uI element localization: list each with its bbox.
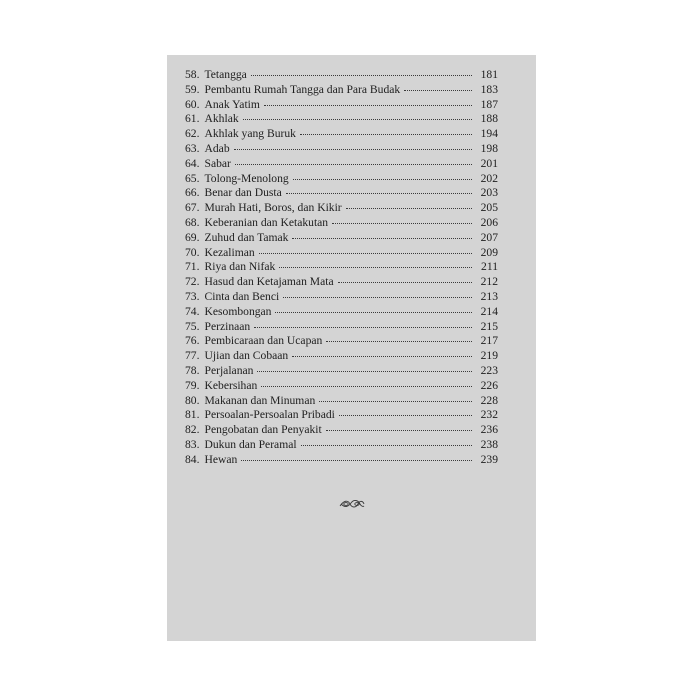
chapter-number: 76.: [185, 334, 200, 348]
page-number: 219: [480, 349, 498, 363]
toc-entry: [185, 305, 498, 320]
chapter-number: 78.: [185, 363, 200, 377]
chapter-number: 77.: [185, 349, 200, 363]
chapter-title: Persoalan-Persoalan Pribadi: [204, 408, 335, 422]
chapter-title: Kebersihan: [204, 378, 258, 392]
chapter-title: Pembantu Rumah Tangga dan Para Budak: [204, 82, 401, 96]
page-number: 207: [480, 230, 498, 244]
chapter-number: 70.: [185, 245, 200, 259]
page-number: 215: [480, 319, 498, 333]
toc-entry: [185, 157, 498, 172]
chapter-number: 84.: [185, 452, 200, 466]
chapter-number: 75.: [185, 319, 200, 333]
page-number: 217: [480, 334, 498, 348]
toc-entry: [185, 186, 498, 201]
toc-entry: [185, 68, 498, 83]
table-of-contents: [185, 68, 498, 468]
dot-leader: [251, 75, 472, 76]
chapter-number: 67.: [185, 201, 200, 215]
toc-entry: [185, 364, 498, 379]
page-number: 232: [480, 408, 498, 422]
chapter-title: Perjalanan: [204, 363, 254, 377]
dot-leader: [346, 208, 472, 209]
chapter-title: Pengobatan dan Penyakit: [204, 423, 322, 437]
chapter-title: Riya dan Nifak: [204, 260, 276, 274]
chapter-number: 69.: [185, 230, 200, 244]
page-number: 183: [480, 82, 498, 96]
toc-entry: [185, 260, 498, 275]
page-number: 239: [480, 452, 498, 466]
toc-entry: [185, 394, 498, 409]
toc-entry: [185, 453, 498, 468]
chapter-number: 72.: [185, 275, 200, 289]
dot-leader: [404, 90, 472, 91]
page-number: 223: [480, 363, 498, 377]
chapter-title: Hewan: [204, 452, 238, 466]
page-number: 194: [480, 127, 498, 141]
chapter-title: Murah Hati, Boros, dan Kikir: [204, 201, 342, 215]
chapter-number: 71.: [185, 260, 200, 274]
chapter-title: Keberanian dan Ketakutan: [204, 215, 329, 229]
chapter-number: 58.: [185, 68, 200, 81]
chapter-title: Ujian dan Cobaan: [204, 349, 289, 363]
chapter-number: 59.: [185, 82, 200, 96]
page-number: 181: [480, 68, 498, 81]
chapter-title: Kesombongan: [204, 304, 272, 318]
page-number: 202: [480, 171, 498, 185]
page-number: 213: [480, 289, 498, 303]
dot-leader: [339, 415, 472, 416]
toc-entry: [185, 127, 498, 142]
chapter-number: 68.: [185, 215, 200, 229]
flourish-ornament-icon: [339, 497, 365, 515]
dot-leader: [259, 253, 472, 254]
toc-entry: [185, 201, 498, 216]
dot-leader: [301, 445, 472, 446]
page-number: 205: [480, 201, 498, 215]
toc-entry: [185, 290, 498, 305]
page-number: 236: [480, 423, 498, 437]
dot-leader: [234, 149, 472, 150]
page-number: 209: [480, 245, 498, 259]
toc-entry: [185, 408, 498, 423]
toc-entry: [185, 246, 498, 261]
dot-leader: [264, 105, 472, 106]
toc-entry: [185, 172, 498, 187]
toc-entry: [185, 349, 498, 364]
dot-leader: [319, 401, 472, 402]
dot-leader: [293, 179, 472, 180]
page-number: 212: [480, 275, 498, 289]
chapter-title: Tetangga: [204, 68, 247, 81]
dot-leader: [257, 371, 472, 372]
chapter-number: 83.: [185, 437, 200, 451]
chapter-title: Makanan dan Minuman: [204, 393, 316, 407]
dot-leader: [332, 223, 472, 224]
chapter-number: 79.: [185, 378, 200, 392]
chapter-number: 82.: [185, 423, 200, 437]
chapter-number: 74.: [185, 304, 200, 318]
chapter-title: Tolong-Menolong: [204, 171, 289, 185]
chapter-number: 64.: [185, 156, 200, 170]
chapter-title: Pembicaraan dan Ucapan: [204, 334, 323, 348]
toc-entry: [185, 112, 498, 127]
chapter-title: Sabar: [204, 156, 231, 170]
chapter-number: 62.: [185, 127, 200, 141]
dot-leader: [261, 386, 472, 387]
dot-leader: [254, 327, 472, 328]
dot-leader: [326, 341, 472, 342]
dot-leader: [300, 134, 472, 135]
dot-leader: [338, 282, 472, 283]
toc-entry: [185, 275, 498, 290]
page-number: 198: [480, 141, 498, 155]
page-number: 203: [480, 186, 498, 200]
toc-entry: [185, 98, 498, 113]
toc-entry: [185, 320, 498, 335]
page-number: 206: [480, 215, 498, 229]
chapter-number: 81.: [185, 408, 200, 422]
chapter-title: Akhlak yang Buruk: [204, 127, 296, 141]
chapter-title: Zuhud dan Tamak: [204, 230, 289, 244]
toc-entry: [185, 423, 498, 438]
toc-entry: [185, 438, 498, 453]
dot-leader: [283, 297, 472, 298]
page-number: 238: [480, 437, 498, 451]
dot-leader: [286, 193, 472, 194]
dot-leader: [241, 460, 472, 461]
page-number: 211: [481, 260, 498, 274]
page-number: 226: [480, 378, 498, 392]
toc-entry: [185, 231, 498, 246]
chapter-title: Cinta dan Benci: [204, 289, 280, 303]
chapter-title: Benar dan Dusta: [204, 186, 282, 200]
dot-leader: [292, 238, 472, 239]
chapter-title: Hasud dan Ketajaman Mata: [204, 275, 334, 289]
chapter-title: Akhlak: [204, 112, 239, 126]
dot-leader: [243, 119, 472, 120]
chapter-title: Adab: [204, 141, 230, 155]
book-page: [167, 55, 536, 641]
toc-entry: [185, 142, 498, 157]
chapter-title: Anak Yatim: [204, 97, 260, 111]
page-number: 188: [480, 112, 498, 126]
chapter-title: Kezaliman: [204, 245, 255, 259]
page-number: 187: [480, 97, 498, 111]
chapter-number: 63.: [185, 141, 200, 155]
chapter-number: 65.: [185, 171, 200, 185]
dot-leader: [292, 356, 472, 357]
page-number: 214: [480, 304, 498, 318]
page-number: 228: [480, 393, 498, 407]
dot-leader: [326, 430, 472, 431]
chapter-number: 66.: [185, 186, 200, 200]
toc-entry: [185, 83, 498, 98]
chapter-number: 73.: [185, 289, 200, 303]
dot-leader: [275, 312, 472, 313]
toc-entry: [185, 334, 498, 349]
toc-entry: [185, 216, 498, 231]
dot-leader: [279, 267, 472, 268]
page-number: 201: [480, 156, 498, 170]
chapter-number: 80.: [185, 393, 200, 407]
chapter-number: 61.: [185, 112, 200, 126]
chapter-title: Dukun dan Peramal: [204, 437, 297, 451]
chapter-number: 60.: [185, 97, 200, 111]
toc-entry: [185, 379, 498, 394]
dot-leader: [235, 164, 472, 165]
chapter-title: Perzinaan: [204, 319, 251, 333]
